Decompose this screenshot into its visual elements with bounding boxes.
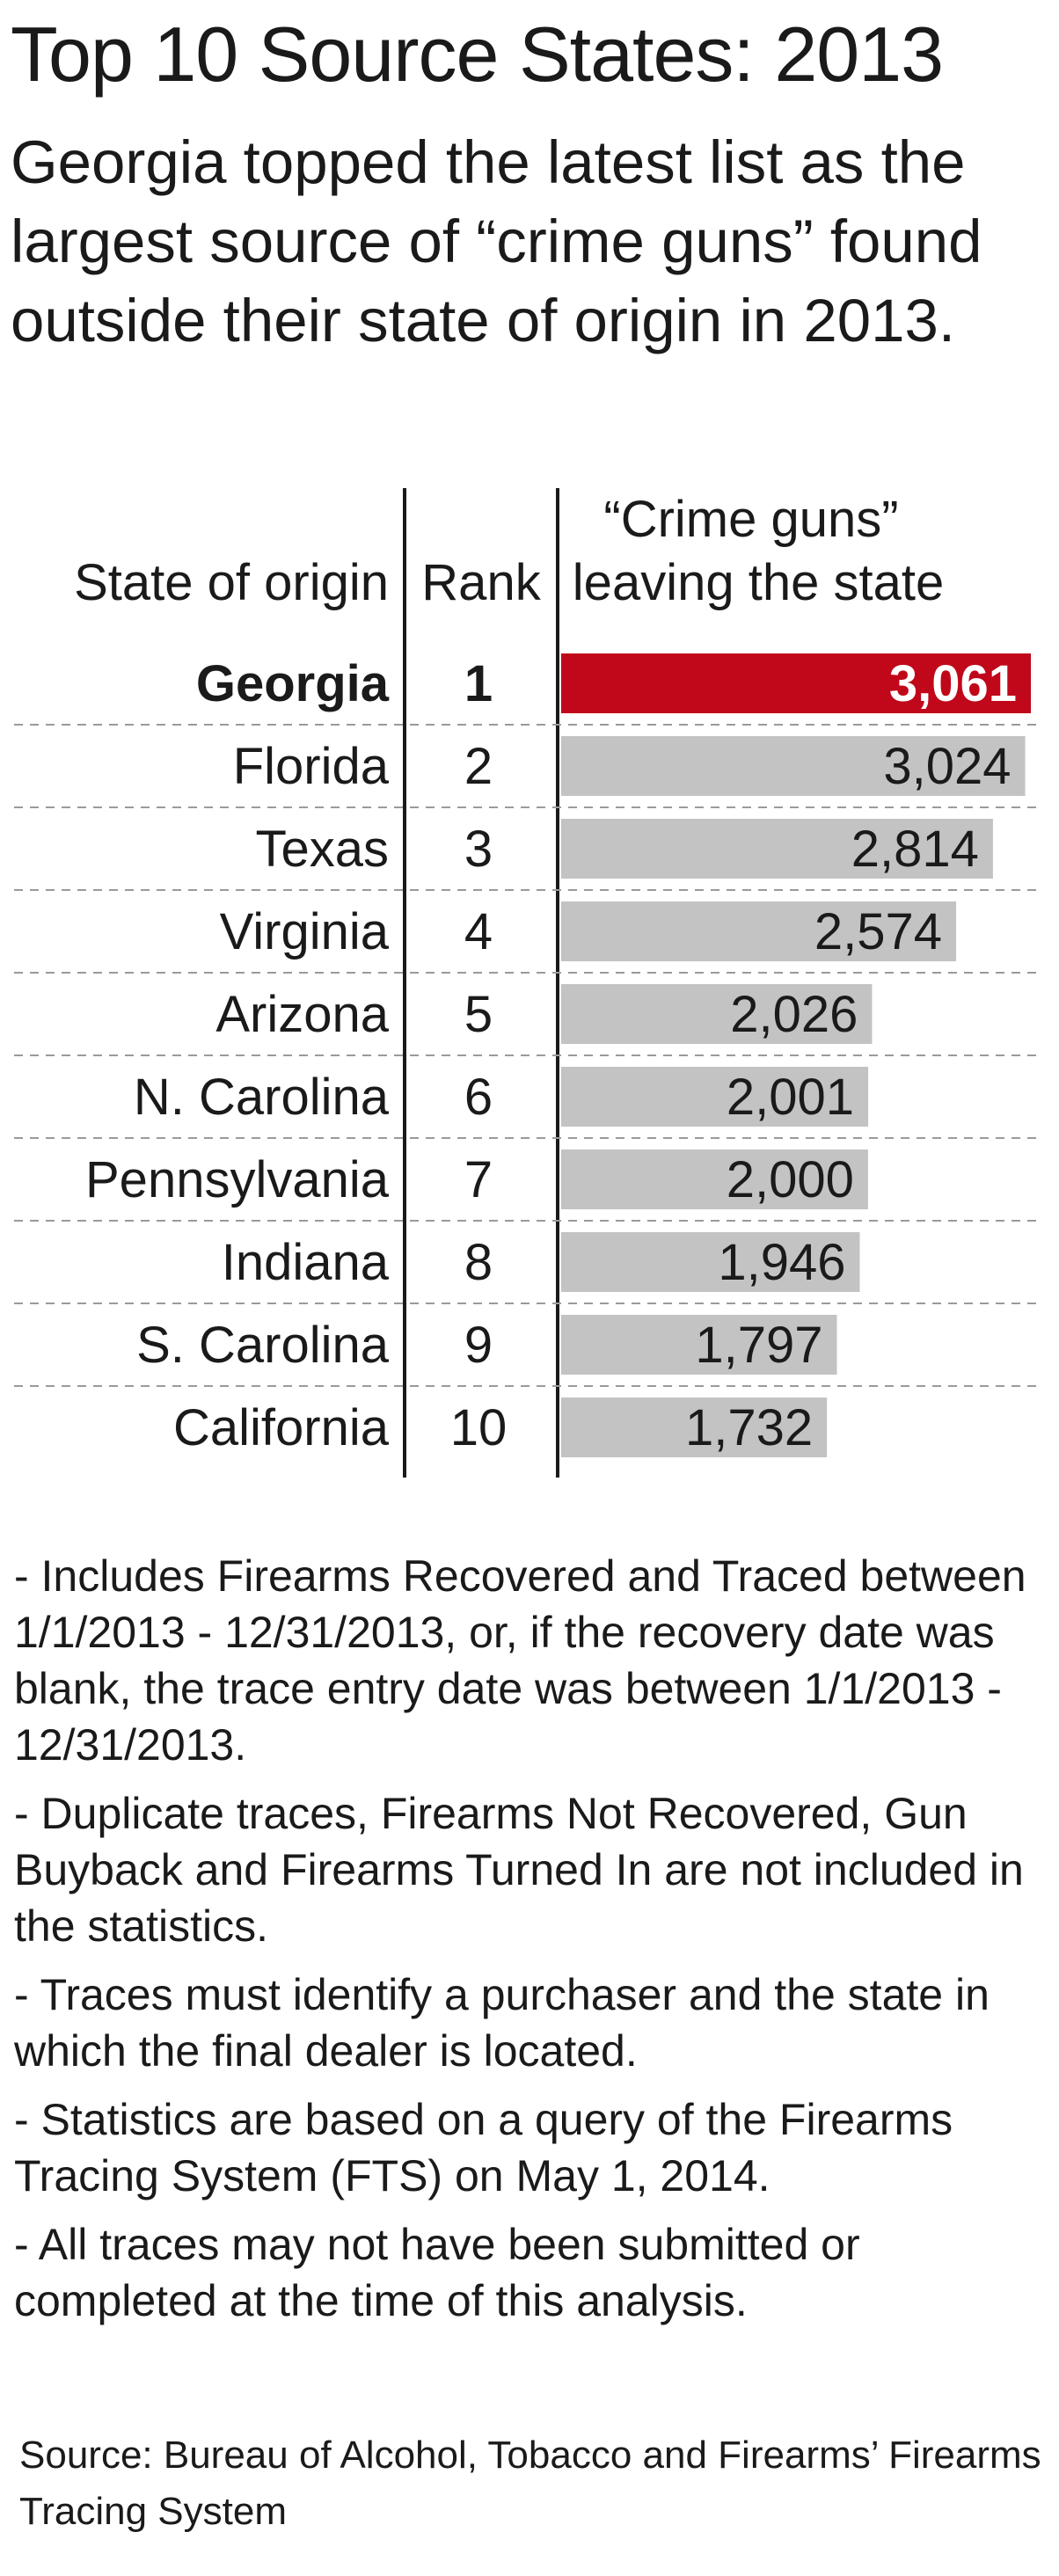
chart-title: Top 10 Source States: 2013 bbox=[11, 11, 944, 98]
data-label: 1,797 bbox=[695, 1317, 823, 1374]
data-label: 2,814 bbox=[851, 821, 979, 878]
state-label: S. Carolina bbox=[136, 1317, 389, 1374]
footnote: - Duplicate traces, Firearms Not Recovered, Gun Buyback and Firearms Turned In are not included in the statistics. bbox=[14, 1789, 1024, 1951]
rank-label: 8 bbox=[464, 1234, 493, 1291]
rank-label: 1 bbox=[464, 655, 493, 712]
data-label: 2,574 bbox=[814, 903, 943, 960]
chart-row-9 bbox=[136, 1315, 836, 1375]
state-label: Georgia bbox=[195, 655, 389, 712]
state-label: N. Carolina bbox=[133, 1069, 389, 1126]
state-label: Virginia bbox=[219, 903, 389, 960]
data-label: 1,732 bbox=[684, 1399, 814, 1456]
rank-label: 5 bbox=[464, 986, 493, 1043]
footnote: - Statistics are based on a query of the Firearms Tracing System (FTS) on May 1, 2014. bbox=[14, 2095, 953, 2200]
data-label: 2,000 bbox=[726, 1151, 854, 1208]
rank-label: 4 bbox=[464, 903, 493, 960]
rank-label: 9 bbox=[464, 1317, 493, 1374]
chart-row-2 bbox=[233, 736, 1026, 796]
rank-label: 7 bbox=[464, 1151, 493, 1208]
chart-subtitle: Georgia topped the latest list as the largest source of “crime guns” found outside their state of origin in 2013. bbox=[11, 128, 982, 354]
chart-row-5 bbox=[215, 984, 872, 1044]
state-label: Arizona bbox=[215, 986, 389, 1043]
bar-chart bbox=[0, 488, 1059, 1486]
rank-label: 3 bbox=[464, 821, 493, 878]
chart-row-3 bbox=[255, 819, 992, 879]
data-label: 3,061 bbox=[888, 655, 1017, 712]
data-label: 2,026 bbox=[730, 986, 858, 1043]
footnote: - Includes Firearms Recovered and Traced between 1/1/2013 - 12/31/2013, or, if the recovery date was blank, the trace entry date was between 1/1/2013 - 12/31/2013. bbox=[14, 1551, 1026, 1770]
footnotes bbox=[14, 1548, 1043, 2341]
chart-row-8 bbox=[222, 1232, 860, 1292]
state-label: California bbox=[173, 1399, 389, 1456]
footnote: - All traces may not have been submitted or completed at the time of this analysis. bbox=[14, 2220, 860, 2325]
value-column-header-line2: leaving the state bbox=[572, 554, 945, 611]
data-label: 2,001 bbox=[726, 1069, 855, 1126]
data-label: 1,946 bbox=[718, 1234, 846, 1291]
chart-row-4 bbox=[220, 901, 956, 961]
value-column-header-line1: “Crime guns” bbox=[603, 491, 899, 548]
source-credit: Source: Bureau of Alcohol, Tobacco and Firearms’ Firearms Tracing System bbox=[19, 2434, 1041, 2533]
data-label: 3,024 bbox=[883, 738, 1012, 795]
rank-label: 6 bbox=[464, 1069, 493, 1126]
rank-column-header: Rank bbox=[421, 554, 541, 611]
rank-label: 2 bbox=[464, 738, 493, 795]
footnote: - Traces must identify a purchaser and the state in which the final dealer is located. bbox=[14, 1970, 990, 2076]
chart-row-6 bbox=[134, 1067, 868, 1127]
chart-row-10 bbox=[173, 1397, 827, 1457]
state-label: Indiana bbox=[221, 1234, 389, 1291]
state-label: Pennsylvania bbox=[85, 1151, 389, 1208]
chart-row-7 bbox=[85, 1149, 868, 1209]
state-column-header: State of origin bbox=[74, 554, 389, 611]
state-label: Florida bbox=[232, 738, 389, 795]
chart-row-1 bbox=[196, 653, 1031, 713]
rank-label: 10 bbox=[449, 1399, 508, 1456]
state-label: Texas bbox=[255, 821, 389, 878]
